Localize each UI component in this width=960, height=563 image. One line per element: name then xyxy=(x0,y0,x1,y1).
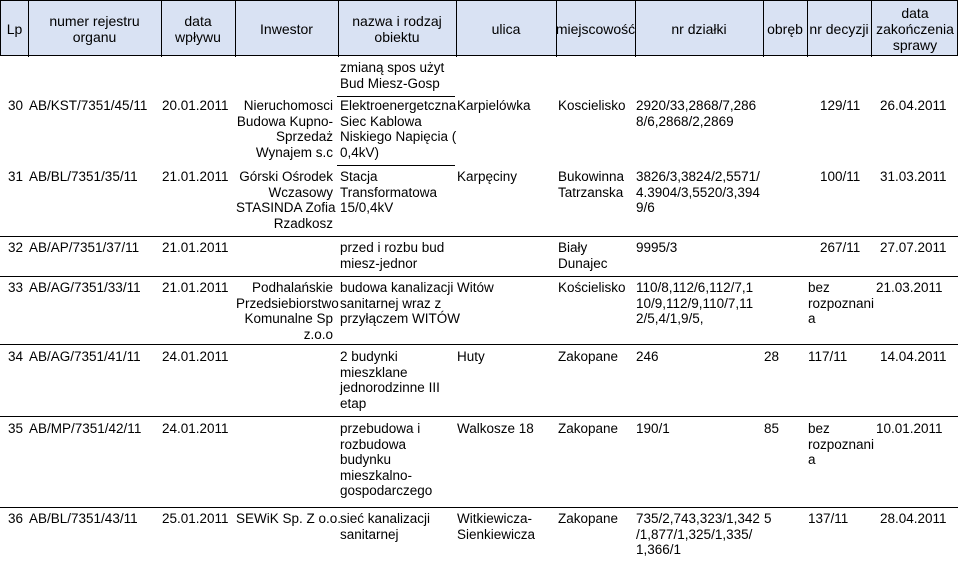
cell-nr-dzialki: 9995/3 xyxy=(636,240,678,255)
cell-obreb: 5 xyxy=(764,511,772,526)
cell-numer-rejestru: AB/AG/7351/33/11 xyxy=(29,280,141,295)
cell-numer-rejestru: AB/BL/7351/35/11 xyxy=(29,169,138,184)
cell-nazwa-obiektu: przebudowa i rozbudowa budynku mieszkalno- gospodarczego xyxy=(340,421,433,498)
cell-nazwa-obiektu: przed i rozbu bud miesz-jednor xyxy=(340,240,445,271)
cell-nazwa-obiektu: Stacja Transformatowa 15/0,4kV xyxy=(340,169,438,215)
cell-nr-dzialki: 2920/33,2868/7,286 8/6,2868/2,2869 xyxy=(636,98,757,129)
cell-lp: 32 xyxy=(8,240,24,255)
cell-miejscowosc: Kościelisko xyxy=(558,280,626,295)
row-divider xyxy=(0,276,958,277)
cell-nr-dzialki: 735/2,743,323/1,342 /1,877/1,325/1,335/ 1,366/1 xyxy=(636,511,760,557)
header-inwestor: Inwestor xyxy=(260,21,313,37)
cell-miejscowosc: Zakopane xyxy=(558,349,619,364)
header-nazwa-obiektu: nazwa i rodzaj obiektu xyxy=(352,13,442,45)
header-data-zakonczenia: data zakończenia sprawy xyxy=(876,5,954,53)
cell-nr-dzialki: 110/8,112/6,112/7,1 10/9,112/9,110/7,11 2/5,4/1,9/5, xyxy=(636,280,754,326)
cell-ulica: Witów xyxy=(457,280,494,295)
cell-obreb: 85 xyxy=(764,421,780,436)
cell-numer-rejestru: AB/AG/7351/41/11 xyxy=(29,349,141,364)
cell-numer-rejestru: AB/MP/7351/42/11 xyxy=(29,421,142,436)
cell-data-zakonczenia: 10.01.2011 xyxy=(876,421,943,436)
cell-data-zakonczenia: 28.04.2011 xyxy=(880,511,947,526)
cell-nr-dzialki: 246 xyxy=(636,349,659,364)
cell-data-zakonczenia: 27.07.2011 xyxy=(880,240,947,255)
cell-lp: 34 xyxy=(8,349,24,364)
cell-miejscowosc: Bukowinna Tatrzanska xyxy=(558,169,625,200)
cell-numer-rejestru: AB/BL/7351/43/11 xyxy=(29,511,138,526)
cell-inwestor: Podhalańskie Przedsiebiorstwo Komunalne Sp z.o.o xyxy=(236,280,339,342)
table-header xyxy=(0,0,958,56)
cell-lp: 35 xyxy=(8,421,24,436)
header-lp: Lp xyxy=(6,21,23,37)
header-nr-dzialki: nr działki xyxy=(671,21,727,37)
cell-border xyxy=(337,165,455,166)
cell-data-wplywu: 21.01.2011 xyxy=(162,169,229,184)
header-ulica: ulica xyxy=(491,21,521,37)
cell-nr-decyzji: 117/11 xyxy=(808,349,848,364)
cell-nr-decyzji: 100/11 xyxy=(820,169,861,184)
cell-ulica: Walkosze 18 xyxy=(457,421,534,436)
cell-data-zakonczenia: 21.03.2011 xyxy=(876,280,943,295)
cell-data-zakonczenia: 31.03.2011 xyxy=(880,169,947,184)
cell-nr-dzialki: 190/1 xyxy=(636,421,670,436)
cell-obreb: 28 xyxy=(764,349,780,364)
cell-nr-decyzji: bez rozpoznani a xyxy=(808,421,875,467)
cell-data-zakonczenia: 26.04.2011 xyxy=(880,98,947,113)
cell-miejscowosc: Biały Dunajec xyxy=(558,240,608,271)
cell-inwestor: Nieruchomosci Budowa Kupno- Sprzedaż Wynajem s.c xyxy=(236,98,333,160)
cell-lp: 33 xyxy=(8,280,24,295)
cell-data-wplywu: 20.01.2011 xyxy=(162,98,229,113)
cell-numer-rejestru: AB/AP/7351/37/11 xyxy=(29,240,140,255)
row-divider xyxy=(0,344,958,345)
cell-border xyxy=(337,96,455,97)
header-numer-rejestru: numer rejestru organu xyxy=(49,13,140,45)
row-divider xyxy=(0,507,958,508)
cell-ulica: Witkiewicza- Sienkiewicza xyxy=(457,511,536,542)
cell-nazwa-continuation: zmianą spos użyt Bud Miesz-Gosp xyxy=(340,60,445,91)
cell-nr-decyzji: 137/11 xyxy=(808,511,849,526)
cell-miejscowosc: Koscielisko xyxy=(558,98,626,113)
cell-nr-decyzji: 129/11 xyxy=(820,98,861,113)
cell-lp: 36 xyxy=(8,511,24,526)
cell-nazwa-obiektu: Elektroenergetczna Siec Kablowa Niskiego Napięcia ( 0,4kV) xyxy=(340,98,457,160)
cell-lp: 30 xyxy=(8,98,24,113)
cell-data-wplywu: 21.01.2011 xyxy=(162,280,229,295)
cell-nazwa-obiektu: budowa kanalizacji sanitarnej wraz z przyłączem WITÓW xyxy=(340,280,460,326)
cell-ulica: Karpęciny xyxy=(457,169,518,184)
cell-data-wplywu: 21.01.2011 xyxy=(162,240,229,255)
cell-miejscowosc: Zakopane xyxy=(558,421,619,436)
cell-inwestor: Górski Ośrodek Wczasowy STASINDA Zofia Rzadkosz xyxy=(236,169,336,231)
cell-nr-decyzji: 267/11 xyxy=(820,240,861,255)
header-obreb: obręb xyxy=(767,21,803,37)
header-nr-decyzji: nr decyzji xyxy=(809,21,869,37)
cell-data-wplywu: 24.01.2011 xyxy=(162,421,229,436)
cell-ulica: Huty xyxy=(457,349,485,364)
cell-numer-rejestru: AB/KST/7351/45/11 xyxy=(29,98,148,113)
cell-nazwa-obiektu: sieć kanalizacji sanitarnej xyxy=(340,511,431,542)
cell-data-zakonczenia: 14.04.2011 xyxy=(880,349,947,364)
cell-nr-dzialki: 3826/3,3824/2,5571/ 4.3904/3,5520/3,394 9/6 xyxy=(636,169,760,215)
cell-miejscowosc: Zakopane xyxy=(558,511,619,526)
cell-data-wplywu: 25.01.2011 xyxy=(162,511,229,526)
cell-data-wplywu: 24.01.2011 xyxy=(162,349,229,364)
header-miejscowosc: miejscowość xyxy=(555,21,636,37)
row-divider xyxy=(0,236,958,237)
cell-inwestor: SEWiK Sp. Z o.o. xyxy=(236,511,342,526)
cell-nazwa-obiektu: 2 budynki mieszklane jednorodzinne III etap xyxy=(340,349,440,411)
cell-ulica: Karpielówka xyxy=(457,98,531,113)
cell-nr-decyzji: bez rozpoznani a xyxy=(808,280,875,326)
header-data-wplywu: data wpływu xyxy=(175,13,221,45)
cell-lp: 31 xyxy=(8,169,24,184)
row-divider xyxy=(0,416,958,417)
